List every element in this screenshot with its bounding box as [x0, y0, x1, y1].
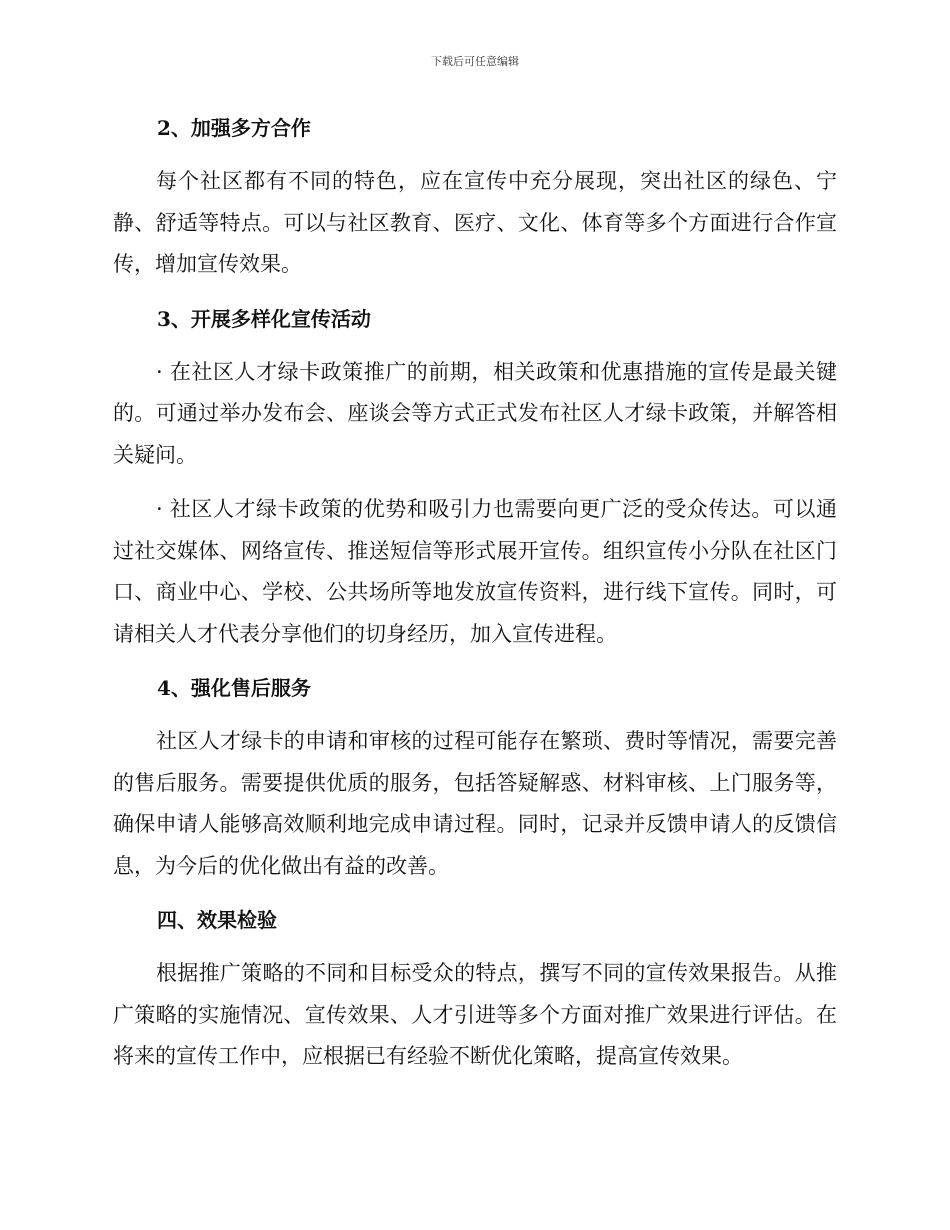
paragraph-service: 社区人才绿卡的申请和审核的过程可能存在繁琐、费时等情况，需要完善的售后服务。需要提供优质的服务，包括答疑解惑、材料审核、上门服务等，确保申请人能够高效顺利地完成申请过程。同时，记录并反馈申请人的反馈信息，为今后的优化做出有益的改善。	[113, 729, 837, 878]
paragraph-activities-broad: · 社区人才绿卡政策的优势和吸引力也需要向更广泛的受众传达。可以通过社交媒体、网络宣传、推送短信等形式展开宣传。组织宣传小分队在社区门口、商业中心、学校、公共场所等地发放宣传资料，进行线下宣传。同时，可请相关人才代表分享他们的切身经历，加入宣传进程。	[113, 497, 837, 646]
section-heading-cooperation: 2、加强多方合作	[157, 116, 311, 140]
paragraph-evaluation: 根据推广策略的不同和目标受众的特点，撰写不同的宣传效果报告。从推广策略的实施情况、宣传效果、人才引进等多个方面对推广效果进行评估。在将来的宣传工作中，应根据已有经验不断优化策略，提高宣传效果。	[113, 961, 837, 1068]
section-heading-activities: 3、开展多样化宣传活动	[157, 306, 371, 331]
section-heading-service: 4、强化售后服务	[157, 676, 311, 700]
document-body	[113, 108, 837, 1078]
paragraph-cooperation: 每个社区都有不同的特色，应在宣传中充分展现，突出社区的绿色、宁静、舒适等特点。可以与社区教育、医疗、文化、体育等多个方面进行合作宣传，增加宣传效果。	[113, 169, 837, 276]
section-heading-evaluation: 四、效果检验	[157, 908, 277, 932]
paragraph-activities-early: · 在社区人才绿卡政策推广的前期，相关政策和优惠措施的宣传是最关键的。可通过举办发布会、座谈会等方式正式发布社区人才绿卡政策，并解答相关疑问。	[113, 359, 837, 467]
page-header-note: 下载后可任意编辑	[431, 55, 519, 68]
